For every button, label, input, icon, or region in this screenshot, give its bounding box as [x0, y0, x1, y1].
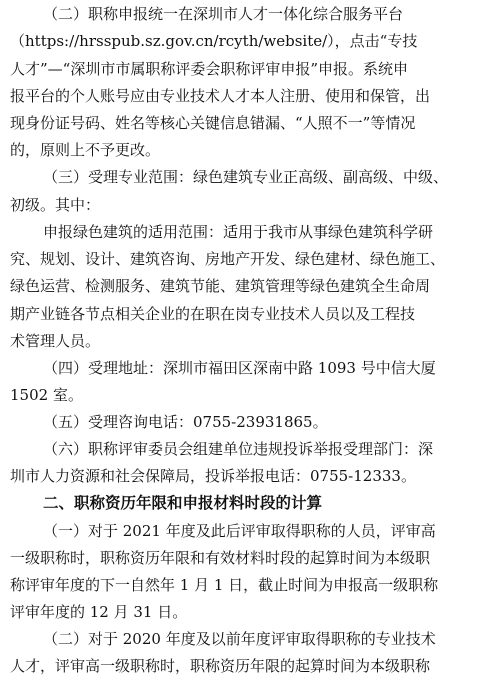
paragraph-6-line-2: 圳市人力资源和社会保障局，投诉举报电话：0755-12333。	[10, 467, 416, 485]
scope-paragraph-line-4: 期产业链各节点相关企业的在职在岗专业技术人员以及工程技	[10, 305, 416, 323]
paragraph-4-line-1: （四）受理地址：深圳市福田区深南中路 1093 号中信大厦	[43, 359, 436, 377]
paragraph-2-line-6: 的，原则上不予更改。	[10, 141, 161, 159]
scope-paragraph-line-1: 申报绿色建筑的适用范围：适用于我市从事绿色建筑科学研	[43, 223, 434, 241]
paragraph-6-line-1: （六）职称评审委员会组建单位违规投诉举报受理部门：深	[43, 440, 434, 458]
section-2-paragraph-2-line-1: （二）对于 2020 年度及以前年度评审取得职称的专业技术	[43, 630, 436, 648]
scope-paragraph-line-3: 绿色运营、检测服务、建筑节能、建筑管理等绿色建筑全生命周	[10, 277, 431, 295]
paragraph-4-line-2: 1502 室。	[10, 386, 83, 404]
section-2-paragraph-1-line-1: （一）对于 2021 年度及此后评审取得职称的人员，评审高	[43, 522, 436, 540]
section-2-paragraph-2-line-2: 人才，评审高一级职称时，职称资历年限的起算时间为本级职称	[10, 657, 431, 675]
paragraph-3-line-1: （三）受理专业范围：绿色建筑专业正高级、副高级、中级、	[43, 168, 449, 186]
paragraph-2-line-3: 人才”—“深圳市市属职称评委会职称评审申报”申报。系统申	[10, 60, 409, 78]
paragraph-2-line-5: 现身份证号码、姓名等核心关键信息错漏、“人照不一”等情况	[10, 114, 416, 132]
scope-paragraph-line-5: 术管理人员。	[10, 332, 101, 350]
scope-paragraph-line-2: 究、规划、设计、建筑咨询、房地产开发、绿色建材、绿色施工、	[10, 250, 446, 268]
paragraph-2-line-1: （二）职称申报统一在深圳市人才一体化综合服务平台	[43, 5, 404, 23]
section-2-paragraph-1-line-4: 评审年度的 12 月 31 日。	[10, 603, 188, 621]
section-heading: 二、职称资历年限和申报材料时段的计算	[43, 494, 323, 512]
paragraph-5-line-1: （五）受理咨询电话：0755-23931865。	[43, 413, 328, 431]
section-2-paragraph-1-line-2: 一级职称时，职称资历年限和有效材料时段的起算时间为本级职	[10, 549, 431, 567]
section-2-paragraph-1-line-3: 称评审年度的下一自然年 1 月 1 日，截止时间为申报高一级职称	[10, 576, 439, 594]
paragraph-3-line-2: 初级。其中：	[10, 196, 101, 214]
paragraph-2-line-2: （https://hrsspub.sz.gov.cn/rcyth/website/），点击“专技	[10, 32, 418, 50]
paragraph-2-line-4: 报平台的个人账号应由专业技术人才本人注册、使用和保管，出	[10, 87, 431, 105]
